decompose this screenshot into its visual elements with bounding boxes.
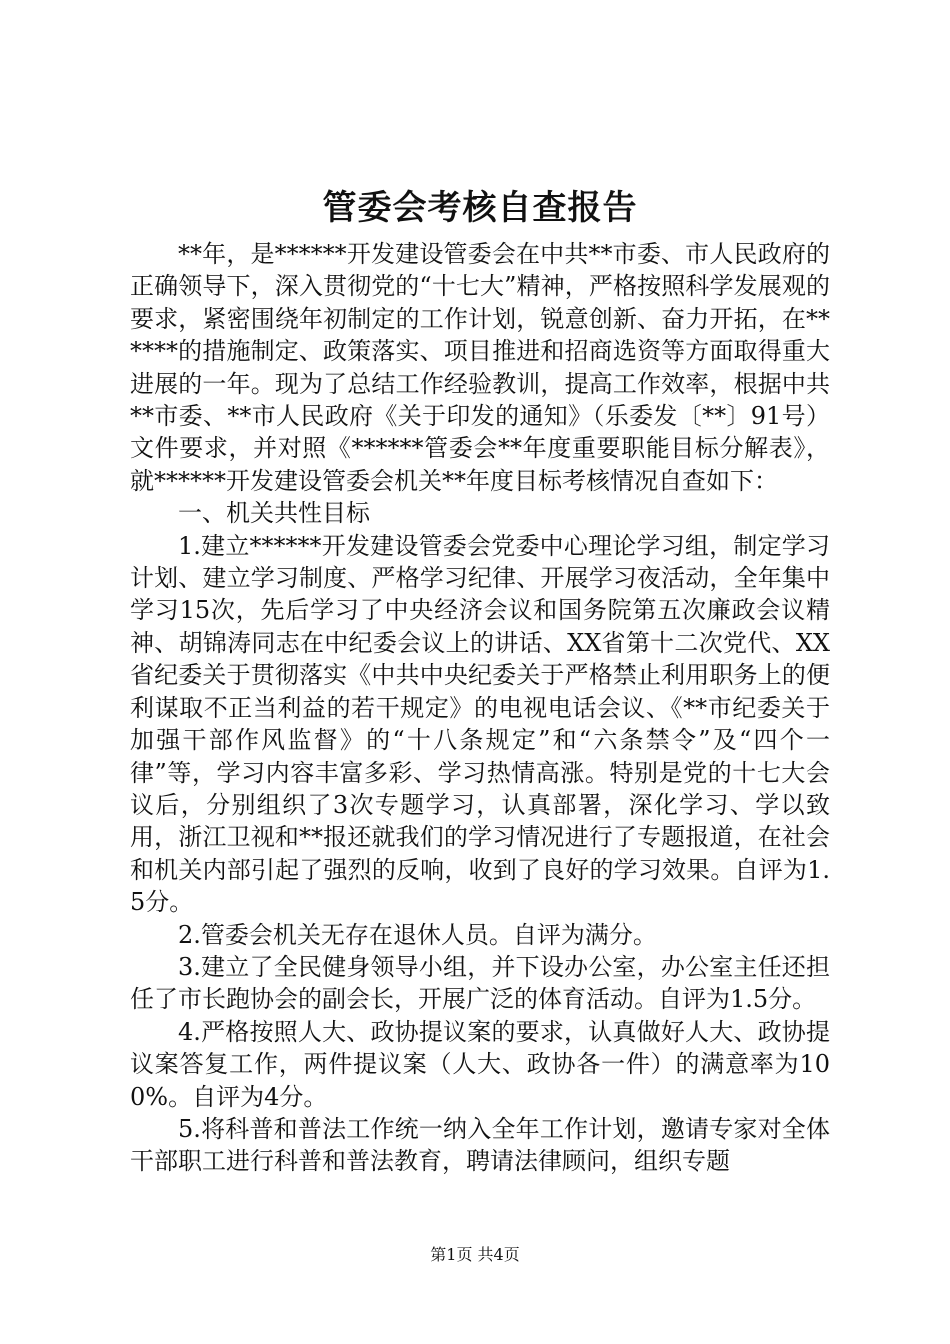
paragraph-item-5: 5.将科普和普法工作统一纳入全年工作计划，邀请专家对全体干部职工进行科普和普法教育，聘请法律顾问，组织专题 [130,1114,830,1176]
section-heading: 一、机关共性目标 [178,499,370,528]
page-footer: 第1页 共4页 [430,1245,520,1264]
paragraph-item-3: 3.建立了全民健身领导小组，并下设办公室，办公室主任还担任了市长跑协会的副会长，开展广泛的体育活动。自评为1.5分。 [130,952,830,1014]
paragraph-item-1: 1.建立******开发建设管委会党委中心理论学习组，制定学习计划、建立学习制度、严格学习纪律、开展学习夜活动，全年集中学习15次，先后学习了中央经济会议和国务院第五次廉政会议精神、胡锦涛同志在中纪委会议上的讲话、XX省第十二次党代、XX省纪委关于贯彻落实《中共中央纪委关于严格禁止利用职务上的便利谋取不正当利益的若干规定》的电视电话会议、《**市纪委关于加强干部作风监督》的“十八条规定”和“六条禁令”及“四个一律”等，学习内容丰富多彩、学习热情高涨。特别是党的十七大会议后，分别组织了3次专题学习，认真部署，深化学习、学以致用，浙江卫视和**报还就我们的学习情况进行了专题报道，在社会和机关内部引起了强烈的反响，收到了良好的学习效果。自评为1.5分。 [130,531,830,917]
paragraph-item-4: 4.严格按照人大、政协提议案的要求，认真做好人大、政协提议案答复工作，两件提议案（人大、政协各一件）的满意率为100%。自评为4分。 [130,1017,830,1111]
paragraph-intro: **年，是******开发建设管委会在中共**市委、市人民政府的正确领导下，深入贯彻党的“十七大”精神，严格按照科学发展观的要求，紧密围绕年初制定的工作计划，锐意创新、奋力开拓，在******的措施制定、政策落实、项目推进和招商选资等方面取得重大进展的一年。现为了总结工作经验教训，提高工作效率，根据中共**市委、**市人民政府《关于印发的通知》（乐委发〔**〕91号）文件要求，并对照《******管委会**年度重要职能目标分解表》，就******开发建设管委会机关**年度目标考核情况自查如下： [130,240,830,495]
document-title: 管委会考核自查报告 [322,188,638,228]
paragraph-item-2: 2.管委会机关无存在退休人员。自评为满分。 [178,920,657,949]
document-page [130,180,830,1178]
